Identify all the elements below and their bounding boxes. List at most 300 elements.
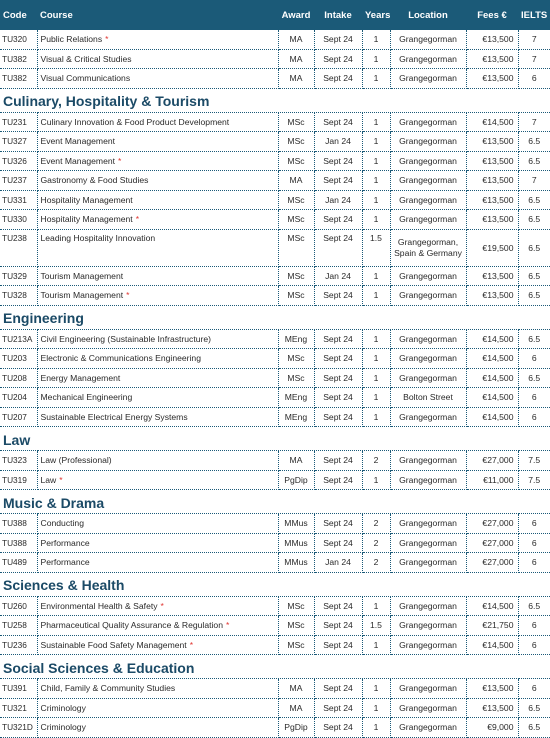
- award-cell: [278, 635, 314, 655]
- location: Grangegorman: [399, 474, 457, 485]
- location: Grangegorman: [399, 116, 457, 127]
- ielts-cell: [518, 407, 550, 427]
- course-code: TU382: [2, 73, 27, 84]
- intake-cell: [314, 329, 362, 349]
- course-name: Civil Engineering (Sustainable Infrastructure): [40, 333, 212, 344]
- course-code: TU203: [2, 353, 27, 364]
- years: 1.5: [370, 232, 382, 243]
- ielts-cell: [518, 349, 550, 369]
- course-code-cell: [0, 210, 37, 230]
- course-name-cell: [37, 616, 278, 636]
- ielts: 6.5: [528, 155, 541, 166]
- course-code: TU327: [2, 136, 27, 147]
- course-name: Visual Communications: [40, 73, 131, 84]
- fees-cell: [466, 266, 518, 286]
- table-row: [0, 679, 550, 699]
- ielts-cell: [518, 451, 550, 471]
- course-name-cell: [37, 533, 278, 553]
- award: MSc: [287, 372, 305, 383]
- years-cell: [362, 514, 390, 534]
- table-header: [0, 0, 550, 30]
- intake: Sept 24: [323, 155, 353, 166]
- ielts: 6.5: [528, 372, 541, 383]
- award-cell: [278, 368, 314, 388]
- award: MSc: [287, 639, 305, 650]
- course-name: Sustainable Food Safety Management: [40, 639, 187, 650]
- years-cell: [362, 679, 390, 699]
- award-cell: [278, 718, 314, 738]
- award-cell: [278, 171, 314, 191]
- intake-cell: [314, 388, 362, 408]
- ielts: 6.5: [528, 194, 541, 205]
- ielts-cell: [518, 266, 550, 286]
- ielts-cell: [518, 388, 550, 408]
- course-name-cell: [37, 190, 278, 210]
- course-name-cell: [37, 286, 278, 306]
- award-cell: [278, 132, 314, 152]
- course-name-cell: [37, 388, 278, 408]
- years-cell: [362, 329, 390, 349]
- award: MEng: [284, 392, 308, 403]
- location: Grangegorman: [399, 455, 457, 466]
- years: 1: [373, 34, 379, 45]
- intake: Sept 24: [323, 214, 353, 225]
- table-row: [0, 151, 550, 171]
- course-name-cell: [37, 210, 278, 230]
- fees: €14,500: [482, 639, 514, 650]
- award: MEng: [284, 333, 308, 344]
- fees-cell: [466, 229, 518, 266]
- intake: Sept 24: [323, 290, 353, 301]
- location: Grangegorman: [399, 411, 457, 422]
- ielts: 6: [531, 411, 537, 422]
- course-name: Electronic & Communications Engineering: [40, 353, 201, 364]
- table-row: [0, 596, 550, 616]
- course-name-cell: [37, 451, 278, 471]
- award: MMus: [284, 518, 308, 529]
- years: 1: [373, 194, 379, 205]
- table-row: [0, 349, 550, 369]
- course-code-cell: [0, 553, 37, 573]
- intake: Sept 24: [323, 455, 353, 466]
- fees-cell: [466, 69, 518, 89]
- header-row: [0, 0, 550, 30]
- intake: Jan 24: [325, 557, 351, 568]
- location-cell: [390, 368, 466, 388]
- fees: €13,500: [482, 155, 514, 166]
- years: 1: [373, 411, 379, 422]
- asterisk-marker: *: [160, 600, 164, 611]
- years-cell: [362, 596, 390, 616]
- years-cell: [362, 151, 390, 171]
- course-name: Visual & Critical Studies: [40, 53, 132, 64]
- ielts: 7.5: [528, 474, 541, 485]
- location-cell: [390, 616, 466, 636]
- award: PgDip: [284, 474, 308, 485]
- header-intake: Intake: [314, 0, 362, 30]
- award: MA: [289, 73, 303, 84]
- location: Grangegorman: [399, 722, 457, 733]
- ielts: 6.5: [528, 333, 541, 344]
- location: Grangegorman: [399, 702, 457, 713]
- ielts-cell: [518, 514, 550, 534]
- intake-cell: [314, 451, 362, 471]
- fees-cell: [466, 30, 518, 49]
- course-code: TU388: [2, 537, 27, 548]
- course-name: Energy Management: [40, 372, 121, 383]
- award-cell: [278, 151, 314, 171]
- years-cell: [362, 388, 390, 408]
- ielts-cell: [518, 171, 550, 191]
- course-name-cell: [37, 596, 278, 616]
- fees: €14,500: [482, 116, 514, 127]
- location-cell: [390, 190, 466, 210]
- course-code-cell: [0, 112, 37, 132]
- award-cell: [278, 616, 314, 636]
- fees: €13,500: [482, 136, 514, 147]
- location-cell: [390, 698, 466, 718]
- course-code-cell: [0, 635, 37, 655]
- location-cell: [390, 329, 466, 349]
- fees-cell: [466, 151, 518, 171]
- fees: €14,500: [482, 333, 514, 344]
- intake: Sept 24: [323, 372, 353, 383]
- table-row: [0, 229, 550, 266]
- award: PgDip: [284, 722, 308, 733]
- fees-cell: [466, 388, 518, 408]
- course-name-cell: [37, 698, 278, 718]
- course-code: TU321: [2, 702, 27, 713]
- years-cell: [362, 368, 390, 388]
- intake-cell: [314, 69, 362, 89]
- intake: Sept 24: [323, 518, 353, 529]
- ielts-cell: [518, 132, 550, 152]
- intake: Sept 24: [323, 353, 353, 364]
- award: MA: [289, 683, 303, 694]
- section-heading: Culinary, Hospitality & Tourism: [0, 88, 550, 112]
- header-location: Location: [390, 0, 466, 30]
- intake: Sept 24: [323, 333, 353, 344]
- course-name-cell: [37, 718, 278, 738]
- award-cell: [278, 679, 314, 699]
- award-cell: [278, 112, 314, 132]
- location: Grangegorman: [399, 34, 457, 45]
- years-cell: [362, 190, 390, 210]
- ielts-cell: [518, 616, 550, 636]
- table-row: [0, 533, 550, 553]
- intake-cell: [314, 49, 362, 69]
- table-row: [0, 451, 550, 471]
- intake: Sept 24: [323, 620, 353, 631]
- intake-cell: [314, 286, 362, 306]
- course-name: Performance: [40, 537, 90, 548]
- table-row: [0, 635, 550, 655]
- course-code-cell: [0, 596, 37, 616]
- award-cell: [278, 266, 314, 286]
- fees-cell: [466, 635, 518, 655]
- intake-cell: [314, 470, 362, 490]
- ielts-cell: [518, 210, 550, 230]
- location-cell: [390, 388, 466, 408]
- ielts-cell: [518, 190, 550, 210]
- intake: Sept 24: [323, 116, 353, 127]
- award-cell: [278, 451, 314, 471]
- course-name-cell: [37, 349, 278, 369]
- years-cell: [362, 210, 390, 230]
- course-code: TU208: [2, 372, 27, 383]
- years-cell: [362, 266, 390, 286]
- ielts-cell: [518, 229, 550, 266]
- award-cell: [278, 329, 314, 349]
- course-code: TU237: [2, 175, 27, 186]
- intake: Sept 24: [323, 232, 353, 243]
- award: MA: [289, 455, 303, 466]
- table-row: [0, 112, 550, 132]
- ielts: 6: [531, 639, 537, 650]
- table-row: [0, 514, 550, 534]
- location: Grangegorman: [399, 194, 457, 205]
- course-code-cell: [0, 514, 37, 534]
- course-code: TU207: [2, 411, 27, 422]
- location-cell: [390, 151, 466, 171]
- ielts: 6.5: [528, 270, 541, 281]
- section-heading: Sciences & Health: [0, 572, 550, 596]
- course-code-cell: [0, 49, 37, 69]
- ielts: 6.5: [528, 214, 541, 225]
- intake-cell: [314, 718, 362, 738]
- ielts: 6.5: [528, 722, 541, 733]
- course-code-cell: [0, 329, 37, 349]
- award-cell: [278, 407, 314, 427]
- table-row: [0, 210, 550, 230]
- location: Grangegorman: [399, 53, 457, 64]
- course-code: TU260: [2, 600, 27, 611]
- course-code: TU213A: [2, 333, 33, 344]
- years-cell: [362, 553, 390, 573]
- table-row: [0, 718, 550, 738]
- intake-cell: [314, 368, 362, 388]
- course-name-cell: [37, 132, 278, 152]
- header-course: Course: [37, 0, 278, 30]
- years-cell: [362, 112, 390, 132]
- course-code-cell: [0, 190, 37, 210]
- course-name-cell: [37, 229, 278, 266]
- location-cell: [390, 553, 466, 573]
- fees: €14,500: [482, 600, 514, 611]
- course-name: Environmental Health & Safety: [40, 600, 158, 611]
- years-cell: [362, 171, 390, 191]
- table-row: [0, 553, 550, 573]
- location-cell: [390, 349, 466, 369]
- award: MSc: [287, 116, 305, 127]
- ielts: 6: [531, 537, 537, 548]
- table-row: [0, 407, 550, 427]
- course-name-cell: [37, 407, 278, 427]
- asterisk-marker: *: [105, 34, 109, 45]
- intake: Sept 24: [323, 600, 353, 611]
- course-code-cell: [0, 616, 37, 636]
- fees-cell: [466, 112, 518, 132]
- intake-cell: [314, 698, 362, 718]
- location-cell: [390, 69, 466, 89]
- intake: Jan 24: [325, 194, 351, 205]
- course-code: TU320: [2, 34, 27, 45]
- section-heading: Social Sciences & Education: [0, 655, 550, 679]
- location: Grangegorman: [399, 175, 457, 186]
- years-cell: [362, 470, 390, 490]
- course-name-cell: [37, 470, 278, 490]
- fees: €13,500: [482, 73, 514, 84]
- intake: Sept 24: [323, 474, 353, 485]
- award-cell: [278, 349, 314, 369]
- location: Grangegorman: [399, 290, 457, 301]
- ielts-cell: [518, 329, 550, 349]
- fees-cell: [466, 451, 518, 471]
- course-name: Public Relations: [40, 34, 103, 45]
- course-name: Pharmaceutical Quality Assurance & Regulation: [40, 620, 223, 631]
- fees: €13,500: [482, 683, 514, 694]
- course-name-cell: [37, 266, 278, 286]
- intake: Sept 24: [323, 411, 353, 422]
- intake: Sept 24: [323, 73, 353, 84]
- location: Grangegorman: [399, 270, 457, 281]
- location: Grangegorman: [399, 155, 457, 166]
- intake: Sept 24: [323, 175, 353, 186]
- fees-cell: [466, 368, 518, 388]
- location: Grangegorman: [399, 620, 457, 631]
- years-cell: [362, 698, 390, 718]
- section-heading-row: [0, 305, 550, 329]
- ielts-cell: [518, 30, 550, 49]
- intake-cell: [314, 679, 362, 699]
- intake-cell: [314, 266, 362, 286]
- course-name-cell: [37, 329, 278, 349]
- course-name-cell: [37, 679, 278, 699]
- ielts: 6: [531, 392, 537, 403]
- course-code-cell: [0, 286, 37, 306]
- intake: Sept 24: [323, 537, 353, 548]
- fees-cell: [466, 329, 518, 349]
- course-name: Law: [40, 474, 57, 485]
- award: MSc: [287, 600, 305, 611]
- ielts-cell: [518, 49, 550, 69]
- fees: €19,500: [482, 242, 514, 253]
- course-name: Tourism Management: [40, 270, 124, 281]
- fees: €27,000: [482, 518, 514, 529]
- location: Grangegorman: [399, 639, 457, 650]
- course-code-cell: [0, 451, 37, 471]
- location: Grangegorman: [399, 333, 457, 344]
- intake: Sept 24: [323, 639, 353, 650]
- fees-cell: [466, 698, 518, 718]
- section-heading-row: [0, 88, 550, 112]
- section-heading-row: [0, 427, 550, 451]
- intake-cell: [314, 514, 362, 534]
- table-row: [0, 388, 550, 408]
- years-cell: [362, 635, 390, 655]
- fees: €13,500: [482, 214, 514, 225]
- intake: Sept 24: [323, 702, 353, 713]
- award: MA: [289, 702, 303, 713]
- table-row: [0, 69, 550, 89]
- years: 1: [373, 722, 379, 733]
- years: 1: [373, 175, 379, 186]
- award-cell: [278, 533, 314, 553]
- location-cell: [390, 470, 466, 490]
- location-cell: [390, 533, 466, 553]
- course-name-cell: [37, 635, 278, 655]
- course-code-cell: [0, 533, 37, 553]
- fees: €13,500: [482, 194, 514, 205]
- years-cell: [362, 451, 390, 471]
- course-code: TU321D: [2, 722, 33, 733]
- location: Grangegorman: [399, 353, 457, 364]
- course-code: TU319: [2, 474, 27, 485]
- course-code-cell: [0, 679, 37, 699]
- intake-cell: [314, 210, 362, 230]
- years: 1: [373, 53, 379, 64]
- course-name-cell: [37, 553, 278, 573]
- course-code: TU331: [2, 194, 27, 205]
- years: 1.5: [370, 620, 382, 631]
- course-name: Hospitality Management: [40, 194, 133, 205]
- location: Grangegorman: [399, 518, 457, 529]
- course-code-cell: [0, 698, 37, 718]
- course-code-cell: [0, 69, 37, 89]
- award-cell: [278, 553, 314, 573]
- asterisk-marker: *: [118, 155, 122, 166]
- section-heading: Engineering: [0, 305, 550, 329]
- course-name: Law (Professional): [40, 455, 112, 466]
- location-cell: [390, 718, 466, 738]
- location: Grangegorman: [399, 372, 457, 383]
- fees-cell: [466, 616, 518, 636]
- fees-cell: [466, 407, 518, 427]
- intake-cell: [314, 171, 362, 191]
- section-heading-row: [0, 655, 550, 679]
- award-cell: [278, 286, 314, 306]
- fees: €13,500: [482, 34, 514, 45]
- header-code: Code: [0, 0, 37, 30]
- course-code-cell: [0, 718, 37, 738]
- table-row: [0, 266, 550, 286]
- fees-cell: [466, 596, 518, 616]
- years: 1: [373, 353, 379, 364]
- ielts: 6: [531, 557, 537, 568]
- award: MA: [289, 34, 303, 45]
- award-cell: [278, 388, 314, 408]
- years: 1: [373, 116, 379, 127]
- ielts-cell: [518, 69, 550, 89]
- course-code-cell: [0, 388, 37, 408]
- years: 1: [373, 290, 379, 301]
- course-name: Event Management: [40, 155, 116, 166]
- years: 2: [373, 537, 379, 548]
- intake-cell: [314, 229, 362, 266]
- course-code-cell: [0, 266, 37, 286]
- table-body: [0, 30, 550, 737]
- years: 1: [373, 392, 379, 403]
- award-cell: [278, 69, 314, 89]
- location-cell: [390, 286, 466, 306]
- intake: Jan 24: [325, 270, 351, 281]
- fees: €14,500: [482, 411, 514, 422]
- ielts-cell: [518, 718, 550, 738]
- years: 1: [373, 702, 379, 713]
- award: MSc: [287, 155, 305, 166]
- ielts: 6.5: [528, 600, 541, 611]
- course-name: Mechanical Engineering: [40, 392, 133, 403]
